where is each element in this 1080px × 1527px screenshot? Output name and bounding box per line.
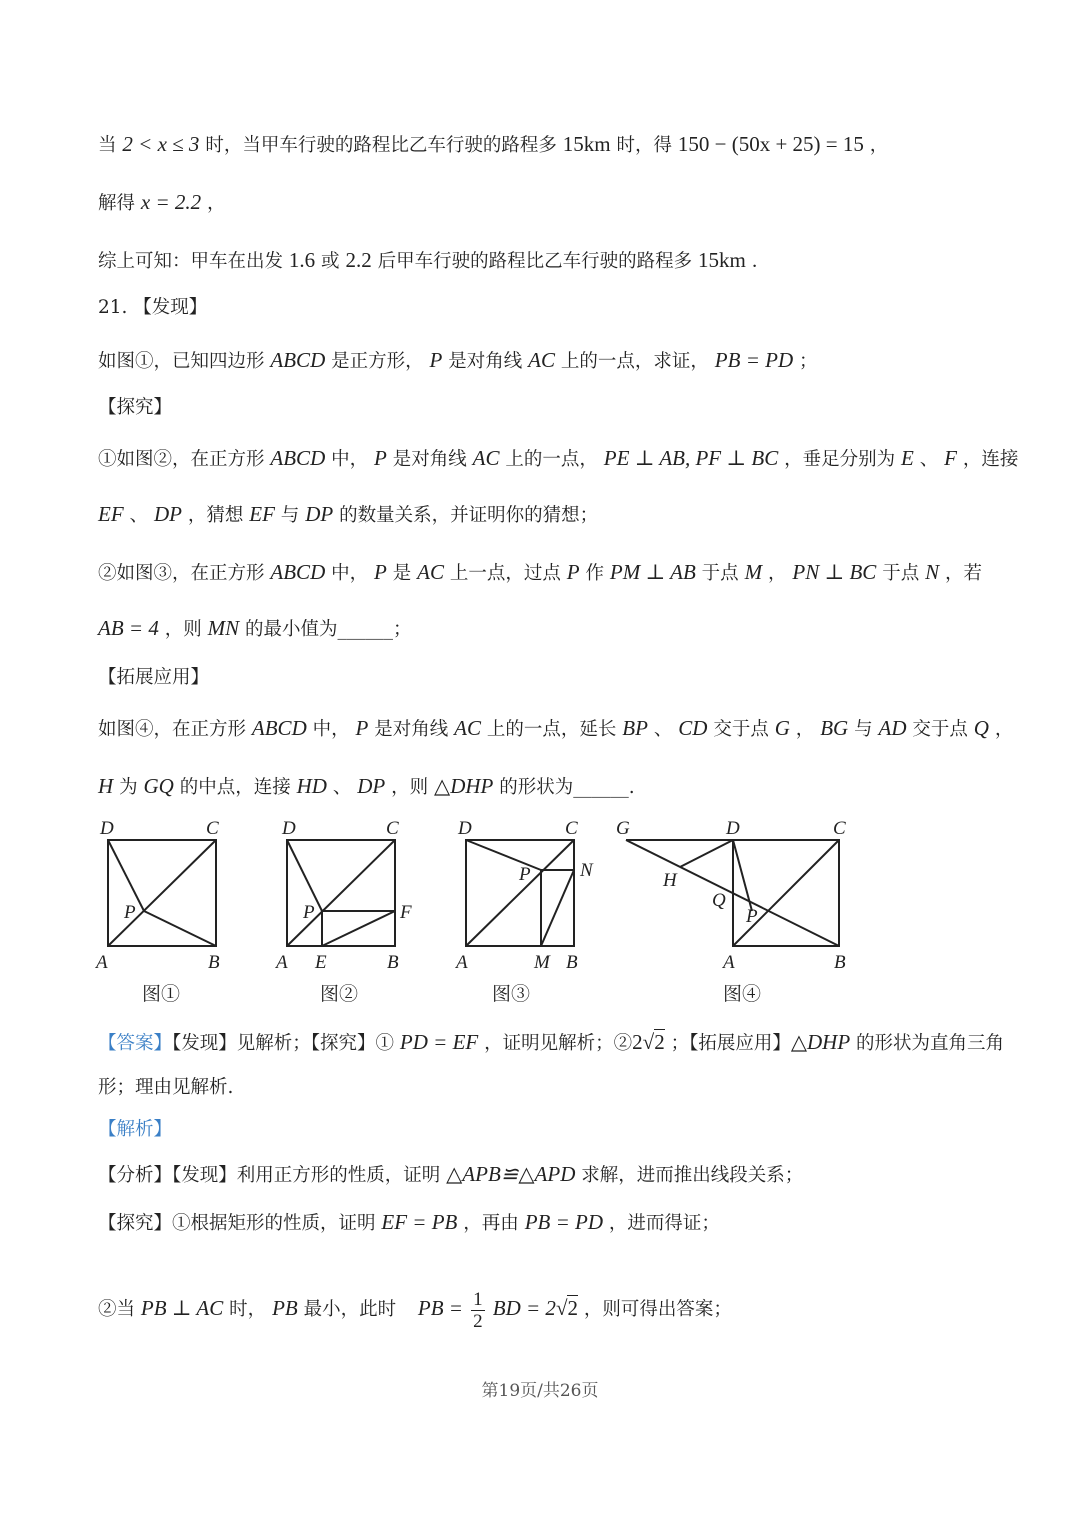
math-expr: 2 < x ≤ 3 bbox=[122, 132, 200, 156]
text: 综上可知：甲车在出发 bbox=[98, 251, 284, 272]
math-expr: 2.2 bbox=[345, 248, 372, 272]
sqrt-symbol: √ bbox=[555, 1296, 568, 1320]
denominator: 2 bbox=[473, 1310, 483, 1332]
analysis-line-2 bbox=[98, 1208, 984, 1238]
math-expr: 2 bbox=[632, 1030, 643, 1054]
text: 是对角线 bbox=[374, 719, 449, 740]
text: ，再由 bbox=[463, 1213, 519, 1234]
math-expr: 1.6 bbox=[288, 248, 316, 272]
text: 是对角线 bbox=[448, 351, 523, 372]
text: 为 bbox=[119, 777, 138, 798]
text: 最小，此时 bbox=[303, 1299, 397, 1320]
text: 【分析】【发现】利用正方形的性质，证明 bbox=[98, 1165, 441, 1186]
label-E: E bbox=[315, 952, 327, 973]
math-expr: F bbox=[944, 446, 957, 470]
analysis-tag: 【解析】 bbox=[98, 1119, 173, 1140]
math-expr: PN ⊥ BC bbox=[792, 560, 877, 584]
math-expr: 150 − (50x + 25) = 15 bbox=[677, 132, 864, 156]
text: 、 bbox=[129, 505, 149, 526]
text: 交于点 bbox=[713, 719, 769, 740]
math-expr: P bbox=[374, 446, 387, 470]
text: 的最小值为______； bbox=[245, 619, 412, 640]
math-expr: PD = EF bbox=[399, 1030, 479, 1054]
fraction-one-half bbox=[471, 1290, 485, 1331]
math-expr: PB bbox=[272, 1296, 298, 1320]
text: 【发现】见解析；【探究】① bbox=[172, 1033, 395, 1054]
math-expr: E bbox=[901, 446, 914, 470]
math-expr: G bbox=[774, 716, 790, 740]
math-expr: BD = 2 bbox=[492, 1296, 556, 1320]
label-A: A bbox=[96, 952, 108, 973]
caption-figure-4: 图④ bbox=[723, 984, 762, 1005]
section-heading: 【探究】 bbox=[98, 397, 173, 418]
text: 上的一点， bbox=[505, 449, 598, 470]
text: 后甲车行驶的路程比乙车行驶的路程多 bbox=[377, 251, 693, 272]
math-expr: HD bbox=[296, 774, 327, 798]
label-B: B bbox=[387, 952, 399, 973]
figure-3 bbox=[454, 818, 594, 1005]
math-expr: M bbox=[744, 560, 763, 584]
math-expr: AC bbox=[472, 446, 500, 470]
text-line-3 bbox=[98, 246, 984, 276]
math-expr: 2 bbox=[567, 1296, 578, 1320]
math-expr: DP bbox=[153, 502, 182, 526]
math-expr: P bbox=[355, 716, 369, 740]
sqrt-symbol: √ bbox=[642, 1030, 655, 1054]
text: ； bbox=[799, 351, 818, 372]
label-H: H bbox=[663, 870, 677, 891]
page-footer: 第19页/共26页 bbox=[481, 1381, 599, 1401]
text: 的中点，连接 bbox=[179, 777, 291, 798]
label-F: F bbox=[400, 902, 412, 923]
label-B: B bbox=[208, 952, 220, 973]
math-expr: EF bbox=[249, 502, 275, 526]
text: 的形状为直角三角 bbox=[856, 1033, 1005, 1054]
text: 解得 bbox=[98, 193, 136, 214]
numerator: 1 bbox=[473, 1288, 483, 1310]
text: ， bbox=[207, 193, 226, 214]
label-Q: Q bbox=[712, 890, 726, 911]
answer-tag: 【答案】 bbox=[98, 1033, 173, 1054]
label-P: P bbox=[303, 902, 315, 923]
math-expr: PB = PD bbox=[714, 348, 794, 372]
answer-line-1 bbox=[98, 1028, 1005, 1058]
text: 时，得 bbox=[616, 135, 672, 156]
math-expr: BG bbox=[820, 716, 849, 740]
text-line-12 bbox=[98, 714, 1014, 744]
text: ，则可得出答案； bbox=[583, 1299, 732, 1320]
text-line-7 bbox=[98, 444, 1019, 474]
math-expr: Q bbox=[973, 716, 989, 740]
text-line-10 bbox=[98, 614, 984, 644]
math-expr: AB = 4 bbox=[98, 616, 159, 640]
text: 【探究】①根据矩形的性质，证明 bbox=[98, 1213, 376, 1234]
text: 作 bbox=[585, 563, 605, 584]
text: 中， bbox=[312, 719, 350, 740]
label-A: A bbox=[723, 952, 735, 973]
text: 、 bbox=[919, 449, 939, 470]
math-expr: △APB≌△APD bbox=[446, 1162, 576, 1186]
math-expr: P bbox=[566, 560, 580, 584]
text: ，则 bbox=[164, 619, 202, 640]
math-expr: EF bbox=[98, 502, 124, 526]
text: 与 bbox=[854, 719, 873, 740]
label-D: D bbox=[100, 818, 114, 839]
math-expr: AC bbox=[528, 348, 555, 372]
label-C: C bbox=[833, 818, 846, 839]
math-expr: ABCD bbox=[270, 560, 326, 584]
label-N: N bbox=[580, 860, 593, 881]
text: 与 bbox=[280, 505, 300, 526]
text: ， bbox=[767, 563, 787, 584]
label-P: P bbox=[519, 864, 531, 885]
text: ， bbox=[795, 719, 815, 740]
math-expr: AC bbox=[454, 716, 481, 740]
math-expr: PB = bbox=[417, 1296, 463, 1320]
label-A: A bbox=[456, 952, 468, 973]
text: 上的一点，延长 bbox=[486, 719, 617, 740]
math-expr: BP bbox=[622, 716, 648, 740]
text-line-5 bbox=[98, 346, 984, 376]
text-line-2 bbox=[98, 188, 984, 218]
math-expr: 2 bbox=[654, 1030, 665, 1054]
label-D: D bbox=[458, 818, 472, 839]
text: 上的一点，求证， bbox=[560, 351, 709, 372]
math-expr: 15km bbox=[562, 132, 611, 156]
geometry-figures bbox=[0, 810, 1080, 1020]
label-C: C bbox=[565, 818, 578, 839]
text: ． bbox=[751, 251, 771, 272]
text: ②如图③，在正方形 bbox=[98, 563, 265, 584]
text: ，则 bbox=[391, 777, 429, 798]
label-B: B bbox=[834, 952, 846, 973]
text: 如图④，在正方形 bbox=[98, 719, 247, 740]
figure-4 bbox=[616, 818, 846, 1005]
caption-figure-2: 图② bbox=[320, 984, 359, 1005]
math-expr: △DHP bbox=[790, 1030, 851, 1054]
math-expr: P bbox=[429, 348, 443, 372]
math-expr: CD bbox=[678, 716, 708, 740]
text: 于点 bbox=[882, 563, 920, 584]
math-expr: H bbox=[98, 774, 114, 798]
label-A: A bbox=[276, 952, 288, 973]
text: ，进而得证； bbox=[608, 1213, 720, 1234]
label-P: P bbox=[124, 902, 136, 923]
answer-line-2: 形；理由见解析. bbox=[98, 1077, 234, 1098]
label-C: C bbox=[206, 818, 219, 839]
math-expr: ABCD bbox=[270, 348, 326, 372]
caption-figure-3: 图③ bbox=[492, 984, 531, 1005]
question-number: 21. 【发现】 bbox=[98, 297, 208, 318]
math-expr: DP bbox=[357, 774, 386, 798]
text: ，连接 bbox=[962, 449, 1019, 470]
text: 、 bbox=[332, 777, 352, 798]
text-line-9 bbox=[98, 558, 984, 588]
text: ，若 bbox=[945, 563, 983, 584]
text: ①如图②，在正方形 bbox=[98, 449, 265, 470]
section-heading: 【拓展应用】 bbox=[98, 667, 210, 688]
text: 当 bbox=[98, 135, 117, 156]
math-expr: DP bbox=[305, 502, 334, 526]
caption-figure-1: 图① bbox=[142, 984, 181, 1005]
figure-2 bbox=[274, 818, 412, 1005]
text: 中， bbox=[331, 563, 369, 584]
math-expr: ABCD bbox=[251, 716, 307, 740]
text: 于点 bbox=[701, 563, 739, 584]
math-expr: P bbox=[374, 560, 387, 584]
label-D: D bbox=[282, 818, 296, 839]
math-expr: PM ⊥ AB bbox=[609, 560, 696, 584]
label-M: M bbox=[534, 952, 550, 973]
text: 如图①，已知四边形 bbox=[98, 351, 265, 372]
label-C: C bbox=[386, 818, 399, 839]
math-expr: AC bbox=[417, 560, 444, 584]
text: ，证明见解析；② bbox=[484, 1033, 633, 1054]
analysis-line-1 bbox=[98, 1160, 984, 1190]
label-B: B bbox=[566, 952, 578, 973]
math-expr: △DHP bbox=[434, 774, 494, 798]
text-line-13 bbox=[98, 772, 984, 802]
text-line-1 bbox=[98, 130, 984, 160]
text: 是正方形， bbox=[331, 351, 424, 372]
math-expr: PB = PD bbox=[524, 1210, 604, 1234]
math-expr: 15km bbox=[698, 248, 746, 272]
text: 上一点，过点 bbox=[449, 563, 561, 584]
math-expr: ABCD bbox=[270, 446, 326, 470]
text: 的形状为______. bbox=[499, 777, 635, 798]
text: ， bbox=[869, 135, 889, 156]
text: 或 bbox=[321, 251, 340, 272]
math-expr: PB ⊥ AC bbox=[140, 1296, 224, 1320]
math-expr: AD bbox=[878, 716, 907, 740]
math-expr: PE ⊥ AB, PF ⊥ BC bbox=[603, 446, 779, 470]
text: ，垂足分别为 bbox=[784, 449, 896, 470]
text: 是对角线 bbox=[392, 449, 467, 470]
label-P: P bbox=[746, 906, 758, 927]
text: 求解，进而推出线段关系； bbox=[581, 1165, 804, 1186]
text: ， bbox=[994, 719, 1014, 740]
label-D: D bbox=[726, 818, 740, 839]
math-expr: MN bbox=[207, 616, 240, 640]
text-line-8 bbox=[98, 500, 984, 530]
math-expr: N bbox=[925, 560, 940, 584]
math-expr: EF = PB bbox=[381, 1210, 458, 1234]
text: 时， bbox=[229, 1299, 267, 1320]
text: 时，当甲车行驶的路程比乙车行驶的路程多 bbox=[205, 135, 557, 156]
text: ，猜想 bbox=[187, 505, 244, 526]
math-expr: x = 2.2 bbox=[140, 190, 202, 214]
analysis-line-3 bbox=[98, 1280, 984, 1338]
text: 中， bbox=[331, 449, 369, 470]
text: 交于点 bbox=[912, 719, 968, 740]
math-expr: GQ bbox=[143, 774, 174, 798]
text: 是 bbox=[392, 563, 412, 584]
text: 、 bbox=[653, 719, 673, 740]
figure-1 bbox=[94, 818, 220, 1005]
text: ；【拓展应用】 bbox=[670, 1033, 791, 1054]
text: ②当 bbox=[98, 1299, 136, 1320]
label-G: G bbox=[616, 818, 630, 839]
text: 的数量关系，并证明你的猜想； bbox=[339, 505, 599, 526]
